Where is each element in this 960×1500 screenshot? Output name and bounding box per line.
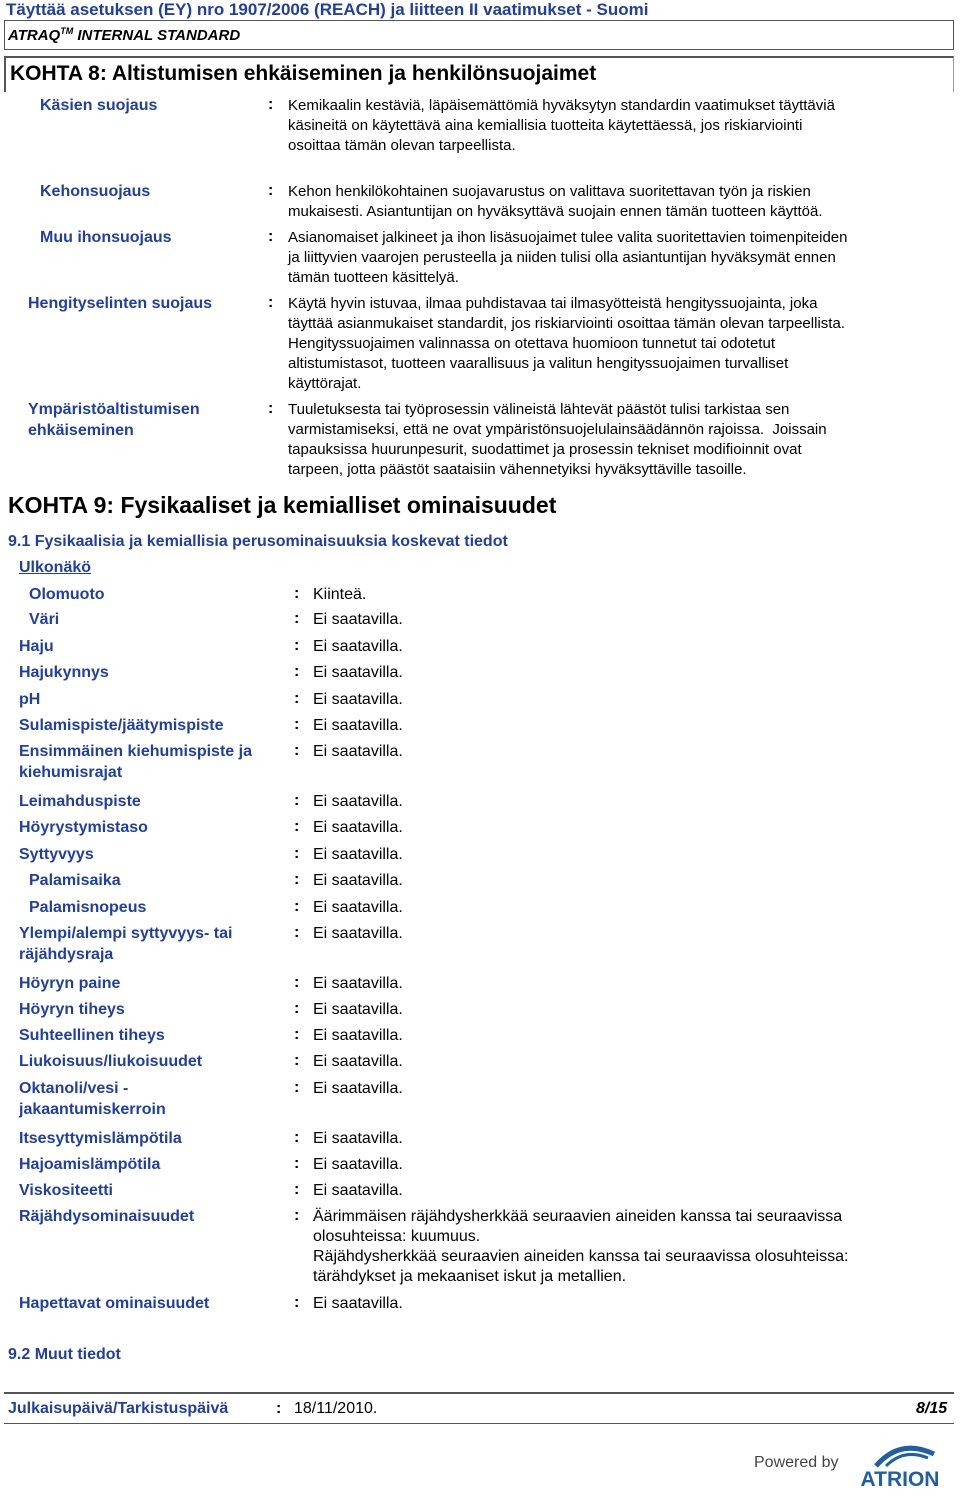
property-colon: : [294,585,300,602]
property-value: Ei saatavilla. [313,793,403,810]
property-colon: : [294,1181,300,1198]
section8-text-line: käsineitä on käytettävä aina kemiallisia tuotteita käytettäessä, jos riskiarviointi [288,117,803,134]
section8-label: Käsien suojaus [40,97,158,114]
section8-label: Muu ihonsuojaus [40,229,172,246]
property-colon: : [294,1207,300,1224]
property-value: Räjähdysherkkää seuraavien aineiden kanssa tai seuraavissa olosuhteissa: [313,1248,849,1265]
section8-title: KOHTA 8: Altistumisen ehkäiseminen ja henkilönsuojaimet [10,62,597,85]
property-label: Oktanoli/vesi - [19,1080,129,1097]
section8-label: Kehonsuojaus [40,183,151,200]
section8-text-line: altistumistasot, tuotteen vaarallisuus ja valitun hengityssuojaimen turvalliset [288,355,789,372]
footer-date: 18/11/2010. [294,1400,378,1417]
section8-label: ehkäiseminen [28,422,134,439]
property-colon: : [294,871,300,888]
property-colon: : [294,637,300,654]
property-label: Viskositeetti [19,1182,113,1199]
section8-text-line: Hengityssuojaimen valinnassa on otettava huomioon tunnetut tai odotetut [288,335,775,352]
property-colon: : [294,1129,300,1146]
section8-text-line: Kehon henkilökohtainen suojavarustus on valittava suoritettavan työn ja riskien [288,183,811,200]
property-label: Hajukynnys [19,664,109,681]
property-colon: : [294,845,300,862]
property-value: Ei saatavilla. [313,691,403,708]
property-colon: : [294,742,300,759]
property-label: Hajoamislämpötila [19,1156,161,1173]
section9-title: KOHTA 9: Fysikaaliset ja kemialliset ominaisuudet [8,492,557,518]
property-label: Syttyvyys [19,846,94,863]
logo-text: ATRION [860,1468,940,1490]
property-label: Höyryn tiheys [19,1001,125,1018]
property-label: jakaantumiskerroin [19,1101,166,1118]
property-label: Suhteellinen tiheys [19,1027,165,1044]
property-value: Ei saatavilla. [313,872,403,889]
section8-colon: : [268,96,274,113]
product-header [8,26,240,44]
section8-text-line: Kemikaalin kestäviä, läpäisemättömiä hyväksytyn standardin vaatimukset täyttäviä [288,97,835,114]
property-colon: : [294,1079,300,1096]
section8-text-line: Asianomaiset jalkineet ja ihon lisäsuojaimet tulee valita suoritettavien toimenpiteiden [288,229,848,246]
property-label: Höyrystymistaso [19,819,148,836]
property-label: Olomuoto [29,586,105,603]
footer-date-label: Julkaisupäivä/Tarkistuspäivä [8,1400,229,1417]
page-number: 8/15 [916,1400,948,1417]
property-label: kiehumisrajat [19,764,123,781]
section8-colon: : [268,182,274,199]
section8-text-line: Tuuletuksesta tai työprosessin välineistä lähtevät päästöt tulisi tarkistaa sen [288,401,790,418]
section8-text-line: käyttörajat. [288,375,362,392]
property-value: Ei saatavilla. [313,717,403,734]
property-colon: : [294,924,300,941]
property-colon: : [294,610,300,627]
property-label: räjähdysraja [19,946,114,963]
section8-text-line: tämän tuotteen käsittelyä. [288,269,459,286]
property-label: pH [19,691,41,708]
property-label: Ensimmäinen kiehumispiste ja [19,743,252,760]
property-colon: : [294,1026,300,1043]
property-value: Ei saatavilla. [313,1182,403,1199]
section8-label: Hengityselinten suojaus [28,295,213,312]
section8-text-line: osoittaa tämän olevan tarpeellista. [288,137,516,154]
footer-colon: : [276,1400,282,1417]
property-colon: : [294,974,300,991]
property-value: Ei saatavilla. [313,1080,403,1097]
property-colon: : [294,818,300,835]
property-value: Ei saatavilla. [313,743,403,760]
property-value: Ei saatavilla. [313,975,403,992]
property-value: Ei saatavilla. [313,611,403,628]
section8-text-line: Käytä hyvin istuvaa, ilmaa puhdistavaa tai ilmasyötteistä hengityssuojainta, joka [288,295,818,312]
section8-text-line: täyttää asianmukaiset standardit, jos riskiarviointi osoittaa tämän olevan tarpeellista. [288,315,845,332]
property-colon: : [294,792,300,809]
property-label: Ylempi/alempi syttyvyys- tai [19,925,233,942]
property-colon: : [294,663,300,680]
property-colon: : [294,716,300,733]
standard-name: INTERNAL STANDARD [77,27,241,44]
section8-colon: : [268,400,274,417]
property-label: Hapettavat ominaisuudet [19,1295,210,1312]
property-label: Itsesyttymislämpötila [19,1130,182,1147]
section92-subtitle: 9.2 Muut tiedot [8,1346,121,1363]
appearance-heading: Ulkonäkö [19,559,92,576]
section8-text-line: tapauksissa huurunpesurit, suodattimet ja prosessin tekniset modifioinnit ovat [288,441,802,458]
property-value: Ei saatavilla. [313,664,403,681]
property-label: Liukoisuus/liukoisuudet [19,1053,203,1070]
property-value: Ei saatavilla. [313,925,403,942]
section8-colon: : [268,294,274,311]
property-label: Palamisaika [29,872,121,889]
property-value: Ei saatavilla. [313,638,403,655]
section91-subtitle: 9.1 Fysikaalisia ja kemiallisia perusominaisuuksia koskevat tiedot [8,533,508,550]
property-value: Kiinteä. [313,586,367,603]
property-label: Sulamispiste/jäätymispiste [19,717,224,734]
property-colon: : [294,1294,300,1311]
property-label: Höyryn paine [19,975,121,992]
property-value: Ei saatavilla. [313,819,403,836]
property-value: olosuhteissa: kuumuus. [313,1228,481,1245]
section8-text-line: mukaisesti. Asiantuntijan on hyväksyttävä suojain ennen tämän tuotteen käyttöä. [288,203,823,220]
product-name: ATRAQ [8,27,61,44]
regulation-header: Täyttää asetuksen (EY) nro 1907/2006 (REACH) ja liitteen II vaatimukset - Suomi [6,0,649,19]
property-label: Palamisnopeus [29,899,147,916]
property-colon: : [294,1000,300,1017]
property-value: Ei saatavilla. [313,846,403,863]
property-label: Räjähdysominaisuudet [19,1208,195,1225]
property-value: Ei saatavilla. [313,899,403,916]
property-colon: : [294,898,300,915]
section8-text-line: varmistamiseksi, että ne ovat ympäristönsuojelulainsäädännön rajoissa. Joissain [288,421,827,438]
property-value: Ei saatavilla. [313,1001,403,1018]
property-value: Ei saatavilla. [313,1053,403,1070]
property-value: Ei saatavilla. [313,1027,403,1044]
property-colon: : [294,690,300,707]
trademark-mark: TM [60,26,74,36]
property-label: Leimahduspiste [19,793,141,810]
powered-by-text: Powered by [754,1454,839,1471]
property-value: Ei saatavilla. [313,1156,403,1173]
property-value: Ei saatavilla. [313,1130,403,1147]
atrion-logo [842,1440,958,1490]
property-value: tärähdykset ja mekaaniset iskut ja metallien. [313,1268,627,1285]
property-colon: : [294,1155,300,1172]
property-label: Väri [29,611,60,628]
property-value: Ei saatavilla. [313,1295,403,1312]
section8-text-line: tarpeen, jotta päästöt saataisiin vähennetyiksi hyväksyttäville tasoille. [288,461,747,478]
section8-label: Ympäristöaltistumisen [28,401,200,418]
property-value: Äärimmäisen räjähdysherkkää seuraavien aineiden kanssa tai seuraavissa [313,1208,843,1225]
property-colon: : [294,1052,300,1069]
property-label: Haju [19,638,54,655]
section8-text-line: ja liittyvien vaarojen perusteella ja niiden tulisi olla asiantuntijan hyväksymät ennen [288,249,836,266]
section8-colon: : [268,228,274,245]
logo-arc-inner [886,1454,928,1466]
